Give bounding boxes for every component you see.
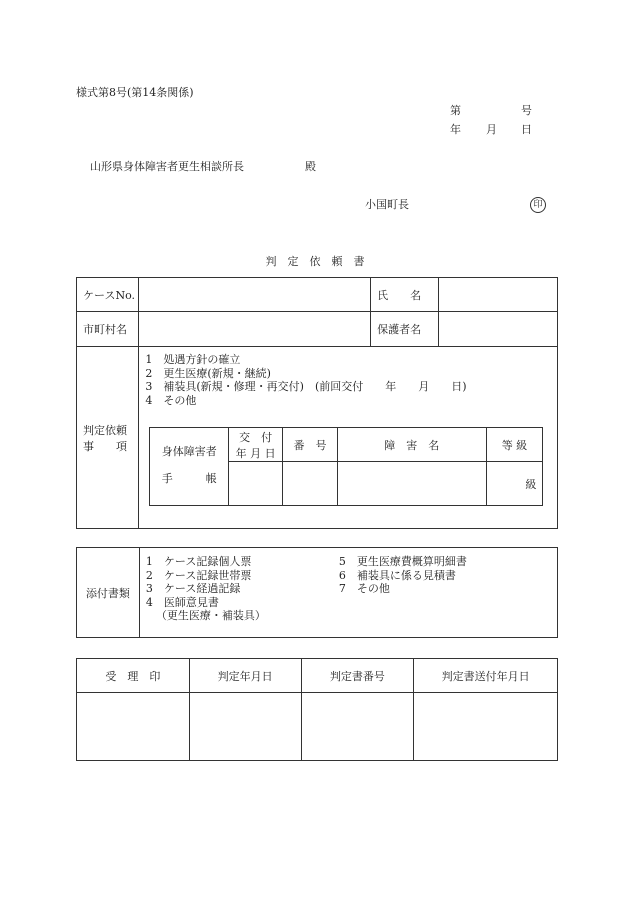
number-header: 番 号 (283, 428, 338, 462)
issue-date-line2: 年 月 日 (235, 446, 276, 460)
request-table (76, 277, 558, 529)
case-no-field[interactable] (139, 278, 371, 312)
attachment-item-5: 5 更生医療費概算明細書 (338, 555, 467, 568)
attachments-table (76, 547, 558, 638)
reception-table (76, 658, 558, 761)
attachment-item-3: 3 ケース経過記録 (145, 582, 241, 595)
attachment-item-1: 1 ケース記録個人票 (145, 555, 252, 568)
municipality-field[interactable] (139, 312, 371, 347)
addressee-honorific: 殿 (305, 160, 316, 173)
send-date-field[interactable] (414, 693, 558, 761)
form-number: 様式第8号(第14条関係) (76, 86, 194, 99)
sender-name: 小国町長 (365, 198, 409, 211)
request-items-label (77, 347, 139, 529)
attachments-right (339, 555, 467, 596)
issue-date-header (229, 428, 283, 462)
judgment-date-header: 判定年月日 (189, 659, 301, 693)
send-date-header: 判定書送付年月日 (414, 659, 558, 693)
request-item-2: 2 更生医療(新規・継続) (145, 366, 271, 380)
attachments-label: 添付書類 (77, 548, 140, 638)
request-item-1: 1 処遇方針の確立 (145, 353, 241, 366)
document-title: 判 定 依 頼 書 (265, 255, 365, 268)
disability-name-field[interactable] (337, 462, 486, 506)
municipality-label: 市町村名 (77, 312, 139, 347)
guardian-label: 保護者名 (371, 312, 439, 347)
attachment-item-7: 7 その他 (338, 582, 390, 595)
guardian-field[interactable] (439, 312, 558, 347)
receipt-seal-header: 受 理 印 (77, 659, 190, 693)
request-label-line2: 事 項 (83, 439, 127, 453)
number-field[interactable] (283, 462, 338, 506)
date-day: 日 (521, 123, 532, 136)
techo-label-top: 身体障害者 (150, 428, 229, 462)
addressee-name: 山形県身体障害者更生相談所長 (90, 160, 244, 173)
request-label-line1: 判定依頼 (83, 423, 127, 437)
date-month: 月 (486, 123, 497, 136)
request-items-list (145, 353, 557, 407)
attachment-item-2: 2 ケース記録世帯票 (145, 568, 252, 582)
grade-header: 等 級 (486, 428, 543, 462)
techo-label-bottom: 手 帳 (150, 462, 229, 506)
issue-date-field[interactable] (229, 462, 283, 506)
date-year: 年 (450, 123, 461, 136)
judgment-number-header: 判定書番号 (301, 659, 414, 693)
grade-unit: 級 (525, 477, 537, 491)
request-item-4: 4 その他 (145, 393, 197, 407)
attachments-lists (146, 555, 557, 623)
seal-text: 印 (530, 197, 546, 213)
request-item-3: 3 補装具(新規・修理・再交付) (前回交付 年 月 日) (145, 380, 467, 393)
attachment-item-4: 4 医師意見書 (145, 595, 219, 609)
techo-table (149, 427, 543, 506)
doc-number-go: 号 (521, 104, 532, 117)
seal-mark (530, 197, 546, 213)
grade-field[interactable] (486, 462, 543, 506)
name-field[interactable] (439, 278, 558, 312)
disability-name-header: 障 害 名 (337, 428, 486, 462)
attachments-cell (139, 548, 557, 638)
case-no-label: ケースNo. (77, 278, 139, 312)
request-items-cell (139, 347, 558, 529)
judgment-date-field[interactable] (189, 693, 301, 761)
judgment-number-field[interactable] (301, 693, 414, 761)
doc-number-dai: 第 (450, 104, 461, 117)
issue-date-line1: 交 付 (239, 430, 273, 444)
attachment-item-4-note: （更生医療・補装具） (155, 609, 266, 622)
name-label: 氏 名 (371, 278, 439, 312)
attachment-item-6: 6 補装具に係る見積書 (338, 568, 456, 582)
receipt-seal-field[interactable] (77, 693, 190, 761)
